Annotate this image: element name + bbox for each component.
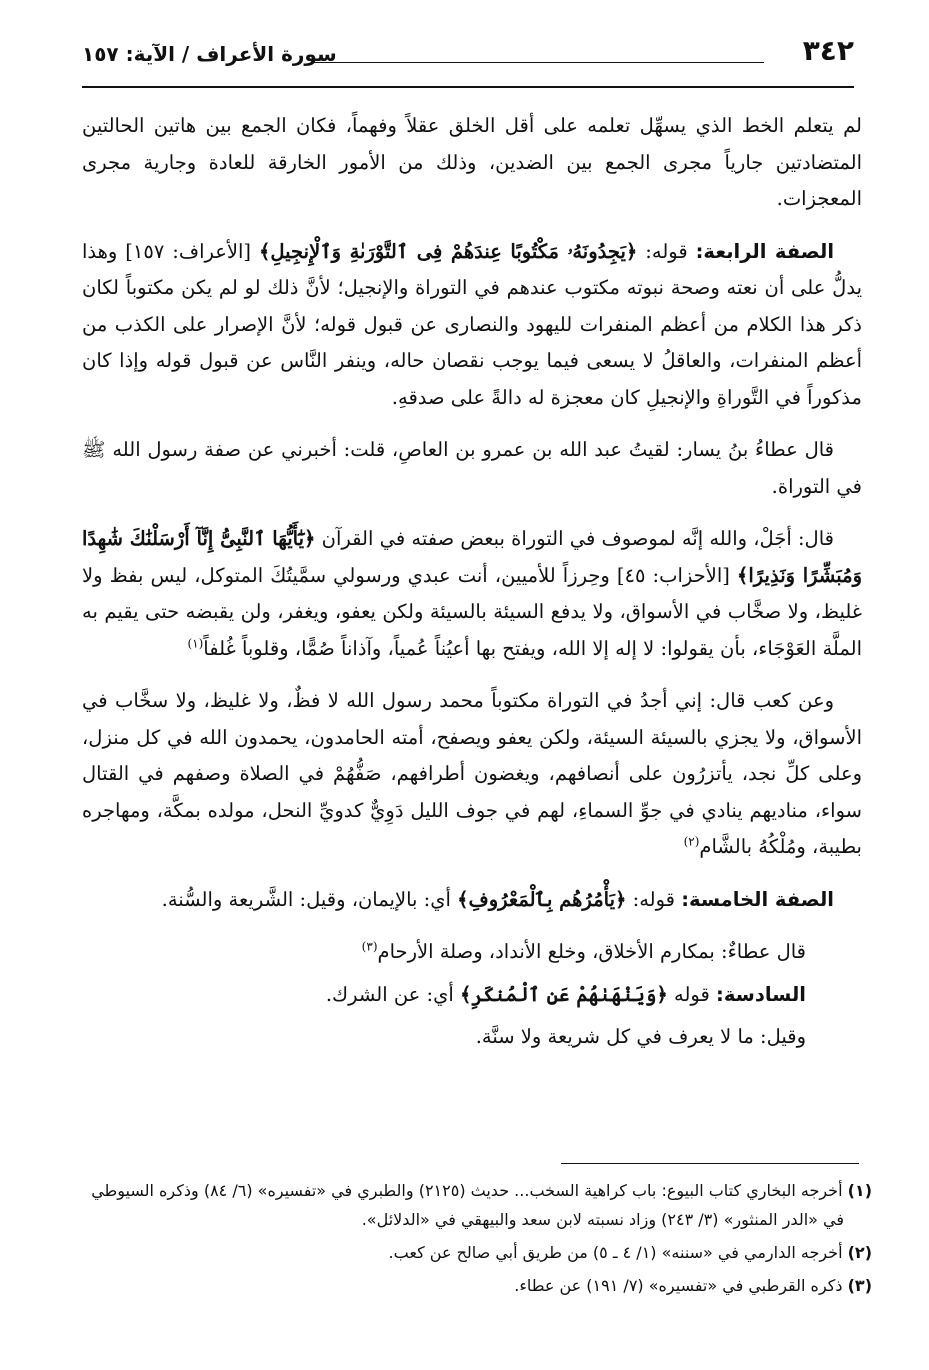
footnote-number: (٢) bbox=[847, 1243, 872, 1262]
paragraph-8-lead: قوله bbox=[667, 982, 717, 1006]
section-heading-sixth: السادسة: bbox=[716, 982, 806, 1006]
page-number: ٣٤٢ bbox=[802, 34, 854, 67]
paragraph-5-text: وعن كعب قال: إني أجدُ في التوراة مكتوباً محمد رسول الله لا فظٌ، ولا غليظ، ولا سخَّاب في الأسواق، ولا يجزي بالسيئة السيئة، ولكن يعفو ويصفح، أمته الحامدون، يحمدون الله في كل منزل، وعلى كلِّ نجد، يأتزرُون على أنصافهم، ويغضون أطرافهم، صَفُّهُمْ في الصلاة وصفهم في القتال سواء، مناديهم ينادي في جوِّ السماءِ، لهم في جوف الليل دَوِيٌّ كدويِّ النحل، مولده بمكَّة، ومهاجره بطيبة، ومُلْكُهُ بالشَّام bbox=[82, 689, 862, 858]
quran-verse-3: ﴿يَأْمُرُهُم بِٱلْمَعْرُوفِ﴾ bbox=[457, 887, 627, 911]
paragraph-3: قال عطاءُ بنُ يسار: لقيتُ عبد الله بن عمرو بن العاصِ، قلت: أخبرني عن صفة رسول الله ﷺ في التوراة. bbox=[82, 438, 862, 498]
paragraph-2-lead: قوله: bbox=[637, 239, 696, 263]
footnote-2 bbox=[82, 1238, 872, 1267]
paragraph-7 bbox=[82, 934, 862, 971]
footnote-ref-1[interactable]: (١) bbox=[187, 636, 204, 650]
paragraph-4 bbox=[82, 521, 862, 667]
footnote-text: أخرجه الدارمي في «سننه» (١/ ٤ ـ ٥) من طريق أبي صالح عن كعب. bbox=[388, 1243, 843, 1262]
paragraph-7-text: قال عطاءٌ: بمكارم الأخلاق، وخلع الأنداد، وصلة الأرحام bbox=[377, 940, 806, 963]
quran-verse-4: ﴿وَيَنْهَىٰهُمْ عَنِ ٱلْمُنكَرِ﴾ bbox=[459, 982, 668, 1006]
paragraph-8 bbox=[82, 977, 862, 1014]
paragraph-6-text: أي: بالإيمان، وقيل: الشَّريعة والسُّنة. bbox=[161, 887, 458, 911]
footnote-ref-3[interactable]: (٣) bbox=[361, 939, 378, 954]
section-heading-fifth: الصفة الخامسة: bbox=[681, 887, 834, 911]
footnote-3 bbox=[82, 1271, 872, 1300]
paragraph-6 bbox=[82, 882, 862, 919]
paragraph-9: وقيل: ما لا يعرف في كل شريعة ولا سنَّة. bbox=[475, 1025, 806, 1048]
footnote-text: ذكره القرطبي في «تفسيره» (٧/ ١٩١) عن عطاء. bbox=[514, 1276, 843, 1295]
header-rule bbox=[312, 62, 764, 63]
footnote-number: (١) bbox=[847, 1181, 872, 1200]
paragraph-1: لم يتعلم الخط الذي يسهِّل تعلمه على أقل الخلق عقلاً وفهماً، فكان الجمع بين هاتين الحالتين المتضادتين جارياً مجرى الجمع بين الضدين، وذلك من الأمور الخارقة للعادة وجارية مجرى المعجزات. bbox=[82, 114, 862, 210]
footnote-1 bbox=[82, 1176, 872, 1234]
paragraph-6-lead: قوله: bbox=[626, 887, 682, 911]
paragraph-5 bbox=[82, 683, 862, 866]
main-text bbox=[82, 108, 862, 1072]
running-title: سورة الأعراف / الآية: ١٥٧ bbox=[82, 42, 337, 66]
quran-verse-1: ﴿يَجِدُونَهُۥ مَكْتُوبًا عِندَهُمْ فِى ٱلتَّوْرَىٰةِ وَٱلْإِنجِيلِ﴾ bbox=[258, 239, 638, 263]
paragraph-2 bbox=[82, 234, 862, 417]
paragraph-4-lead: قال: أجَلْ، والله إنَّه لموصوف في التوراة ببعض صفته في القرآن bbox=[315, 527, 834, 550]
paragraph-2-text: [الأعراف: ١٥٧] وهذا يدلُّ على أن نعته وصحة نبوته مكتوب عندهم في التوراة والإنجيل؛ لأنَّ ذلك لو لم يكن مكتوباً لكان ذكر هذا الكلام من أعظم المنفرات لليهود والنصارى عن قبول قوله؛ لأنَّ الإصرار على الكذب من أعظم المنفرات، والعاقلُ لا يسعى فيما يوجب نقصان حاله، وينفر النَّاس عن قبول قوله وإذا كان مذكوراً في التَّوراةِ والإنجيلِ كان معجزة له دالةً على صدقهِ. bbox=[82, 239, 862, 409]
paragraph-8-text: أي: عن الشرك. bbox=[325, 982, 460, 1006]
quran-verse-2: ﴿يَٰٓأَيُّهَا ٱلنَّبِىُّ إِنَّآ أَرْسَلْنَٰكَ شَٰهِدًا وَمُبَشِّرًا وَنَذِيرًا﴾ bbox=[82, 527, 863, 587]
header-underline bbox=[82, 86, 854, 88]
paragraph-4-text: [الأحزاب: ٤٥] وحِرزاً للأميين، أنت عبدي ورسولي سمَّيتُكَ المتوكل، ليس بفظ ولا غليظ، ولا صخَّاب في الأسواق، ولا يدفع السيئة بالسيئة ولكن يعفو، ويغفر، ولن يقبضه حتى يقيم به الملَّة العَوْجَاء، بأن يقولوا: لا إله إلا الله، ويفتح بها أعيُناً عُمياً، وآذاناً صُمًّا، وقلوباً غُلفاً bbox=[82, 563, 862, 660]
footnote-number: (٣) bbox=[847, 1276, 872, 1295]
footnote-ref-2[interactable]: (٢) bbox=[683, 834, 700, 849]
footnotes bbox=[82, 1176, 872, 1304]
section-heading-fourth: الصفة الرابعة: bbox=[695, 239, 835, 263]
page-header bbox=[82, 28, 854, 84]
footnote-text: أخرجه البخاري كتاب البيوع: باب كراهية السخب... حديث (٢١٢٥) والطبري في «تفسيره» (٦/ ٨٤) وذكره السيوطي في «الدر المنثور» (٣/ ٢٤٣) وزاد نسبته لابن سعد والبيهقي في «الدلائل». bbox=[91, 1181, 844, 1229]
footnote-separator bbox=[561, 1163, 859, 1164]
